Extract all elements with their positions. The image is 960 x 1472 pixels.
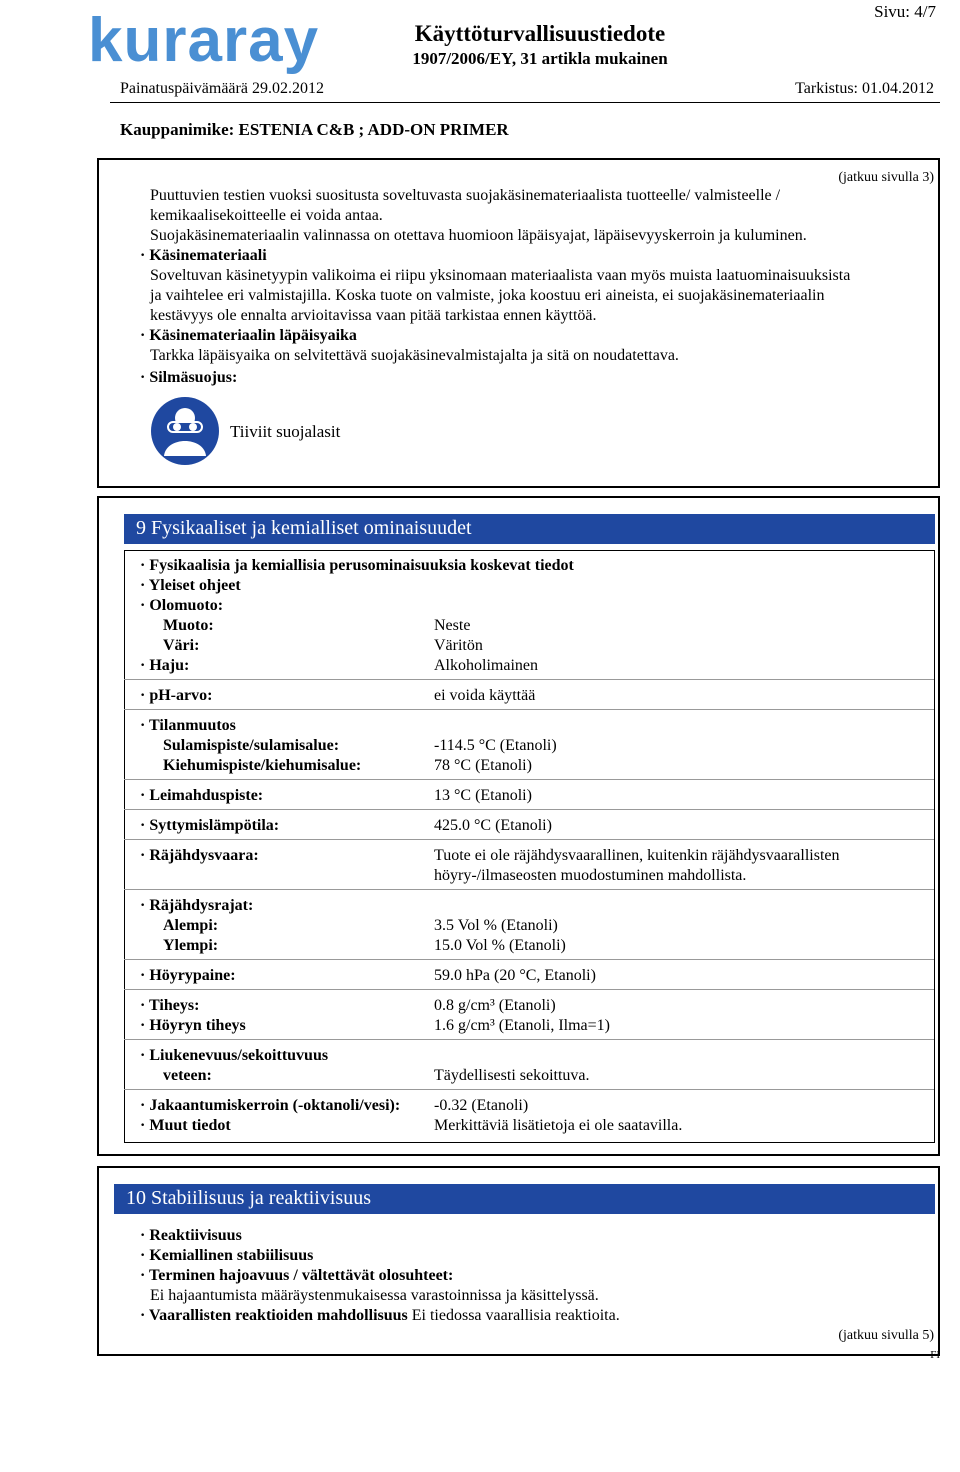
- upper-limit-label: Ylempi:: [163, 937, 219, 954]
- flash-point-value: 13 °C (Etanoli): [434, 787, 532, 804]
- row-divider: [124, 1089, 934, 1090]
- solubility-label: · Liukenevuus/sekoittuvuus: [140, 1047, 329, 1064]
- state-change-heading: · Tilanmuutos: [140, 717, 236, 734]
- continued-from-note: (jatkuu sivulla 3): [838, 170, 934, 185]
- thermal-decomposition-text: Ei hajaantumista määräystenmukaisessa varastoinnissa ja käsittelyssä.: [150, 1287, 599, 1304]
- hazardous-reactions-heading: · Vaarallisten reaktioiden mahdollisuus: [140, 1307, 408, 1324]
- header-rule: [110, 102, 940, 103]
- upper-limit-value: 15.0 Vol % (Etanoli): [434, 937, 566, 954]
- melting-label: Sulamispiste/sulamisalue:: [163, 737, 340, 754]
- gloves-text-line: Suojakäsinemateriaalin valinnassa on otettava huomioon läpäisyajat, läpäisevyyskerroin ja kuluminen.: [150, 227, 807, 244]
- gloves-text-line: kemikaalisekoitteelle ei voida antaa.: [150, 207, 383, 224]
- colour-value: Väritön: [434, 637, 483, 654]
- section10-title: 10 Stabiilisuus ja reaktiivisuus: [114, 1184, 935, 1214]
- vapour-density-value: 1.6 g/cm³ (Etanoli, Ilma=1): [434, 1017, 610, 1034]
- solubility-value: Täydellisesti sekoittuva.: [434, 1067, 590, 1084]
- ph-value: ei voida käyttää: [434, 687, 536, 704]
- row-divider: [124, 959, 934, 960]
- continued-to-note: (jatkuu sivulla 5): [838, 1328, 934, 1343]
- explosion-limits-heading: · Räjähdysrajat:: [140, 897, 254, 914]
- lower-limit-value: 3.5 Vol % (Etanoli): [434, 917, 558, 934]
- partition-coefficient-label: · Jakaantumiskerroin (-oktanoli/vesi):: [140, 1097, 401, 1114]
- explosion-hazard-value: höyry-/ilmaseosten muodostuminen mahdollista.: [434, 867, 747, 884]
- solubility-water-label: veteen:: [163, 1067, 212, 1084]
- gloves-text-line: Puuttuvien testien vuoksi suositusta soveltuvasta suojakäsinemateriaalista tuotteelle/ valmisteelle /: [150, 187, 781, 204]
- section9-title: 9 Fysikaaliset ja kemialliset ominaisuudet: [124, 514, 935, 544]
- colour-label: Väri:: [163, 637, 200, 654]
- basic-properties-heading: · Fysikaalisia ja kemiallisia perusominaisuuksia koskevat tiedot: [140, 557, 574, 574]
- form-label: Muoto:: [163, 617, 214, 634]
- glove-material-heading: · Käsinemateriaali: [140, 247, 267, 264]
- ignition-label: · Syttymislämpötila:: [140, 817, 280, 834]
- eye-protection-label: Tiiviit suojalasit: [230, 422, 341, 441]
- glove-material-text: ja vaihtelee eri valmistajilla. Koska tuote on valmiste, joka koostuu eri aineista, ei suojakäsinemateriaalin: [150, 287, 825, 304]
- vapour-density-label: · Höyryn tiheys: [140, 1017, 246, 1034]
- row-divider: [124, 779, 934, 780]
- form-value: Neste: [434, 617, 471, 634]
- flash-point-label: · Leimahduspiste:: [140, 787, 264, 804]
- other-info-value: Merkittäviä lisätietoja ei ole saatavilla.: [434, 1117, 683, 1134]
- boiling-label: Kiehumispiste/kiehumisalue:: [163, 757, 362, 774]
- revision-date: Tarkistus: 01.04.2012: [795, 80, 934, 97]
- melting-value: -114.5 °C (Etanoli): [434, 737, 557, 754]
- language-code: FI: [930, 1349, 940, 1361]
- row-divider: [124, 889, 934, 890]
- odour-value: Alkoholimainen: [434, 657, 538, 674]
- partition-coefficient-value: -0.32 (Etanoli): [434, 1097, 529, 1114]
- permeation-heading: · Käsinemateriaalin läpäisyaika: [140, 327, 357, 344]
- row-divider: [124, 989, 934, 990]
- general-info-heading: · Yleiset ohjeet: [140, 577, 241, 594]
- glove-material-text: Soveltuvan käsinetyypin valikoima ei riipu yksinomaan materiaalista vaan myös muista laatuominaisuuksista: [150, 267, 851, 284]
- explosion-hazard-label: · Räjähdysvaara:: [140, 847, 259, 864]
- other-info-label: · Muut tiedot: [140, 1117, 231, 1134]
- odour-label: · Haju:: [140, 657, 190, 674]
- thermal-decomposition-heading: · Terminen hajoavuus / vältettävät olosuhteet:: [140, 1267, 454, 1284]
- eye-protection-heading: · Silmäsuojus:: [140, 369, 238, 386]
- permeation-text: Tarkka läpäisyaika on selvitettävä suojakäsinevalmistajalta ja sitä on noudatettava.: [150, 347, 679, 364]
- density-value: 0.8 g/cm³ (Etanoli): [434, 997, 556, 1014]
- document-subtitle: 1907/2006/EY, 31 artikla mukainen: [412, 49, 668, 68]
- chemical-stability-heading: · Kemiallinen stabiilisuus: [140, 1247, 314, 1264]
- hazardous-reactions-text: Ei tiedossa vaarallisia reaktioita.: [407, 1307, 620, 1324]
- lower-limit-label: Alempi:: [163, 917, 219, 934]
- reactivity-heading: · Reaktiivisuus: [140, 1227, 242, 1244]
- glove-material-text: kestävyys ole ennalta arvioitavissa vaan pitää tarkistaa ennen käyttöä.: [150, 307, 597, 324]
- explosion-hazard-value: Tuote ei ole räjähdysvaarallinen, kuitenkin räjähdysvaarallisten: [434, 847, 840, 864]
- page-number: Sivu: 4/7: [874, 2, 936, 21]
- row-divider: [124, 839, 934, 840]
- vapour-pressure-label: · Höyrypaine:: [140, 967, 236, 984]
- safety-goggles-icon: [150, 396, 220, 466]
- hazardous-reactions-line: [140, 1306, 620, 1326]
- vapour-pressure-value: 59.0 hPa (20 °C, Etanoli): [434, 967, 596, 984]
- row-divider: [124, 709, 934, 710]
- document-title: Käyttöturvallisuustiedote: [414, 21, 666, 46]
- row-divider: [124, 679, 934, 680]
- density-label: · Tiheys:: [140, 997, 200, 1014]
- ignition-value: 425.0 °C (Etanoli): [434, 817, 552, 834]
- kuraray-logo: kuraray: [88, 6, 320, 75]
- appearance-heading: · Olomuoto:: [140, 597, 224, 614]
- ph-label: · pH-arvo:: [140, 687, 213, 704]
- print-date: Painatuspäivämäärä 29.02.2012: [120, 80, 324, 97]
- row-divider: [124, 1039, 934, 1040]
- boiling-value: 78 °C (Etanoli): [434, 757, 532, 774]
- row-divider: [124, 809, 934, 810]
- trade-name: Kauppanimike: ESTENIA C&B ; ADD-ON PRIMER: [120, 120, 509, 139]
